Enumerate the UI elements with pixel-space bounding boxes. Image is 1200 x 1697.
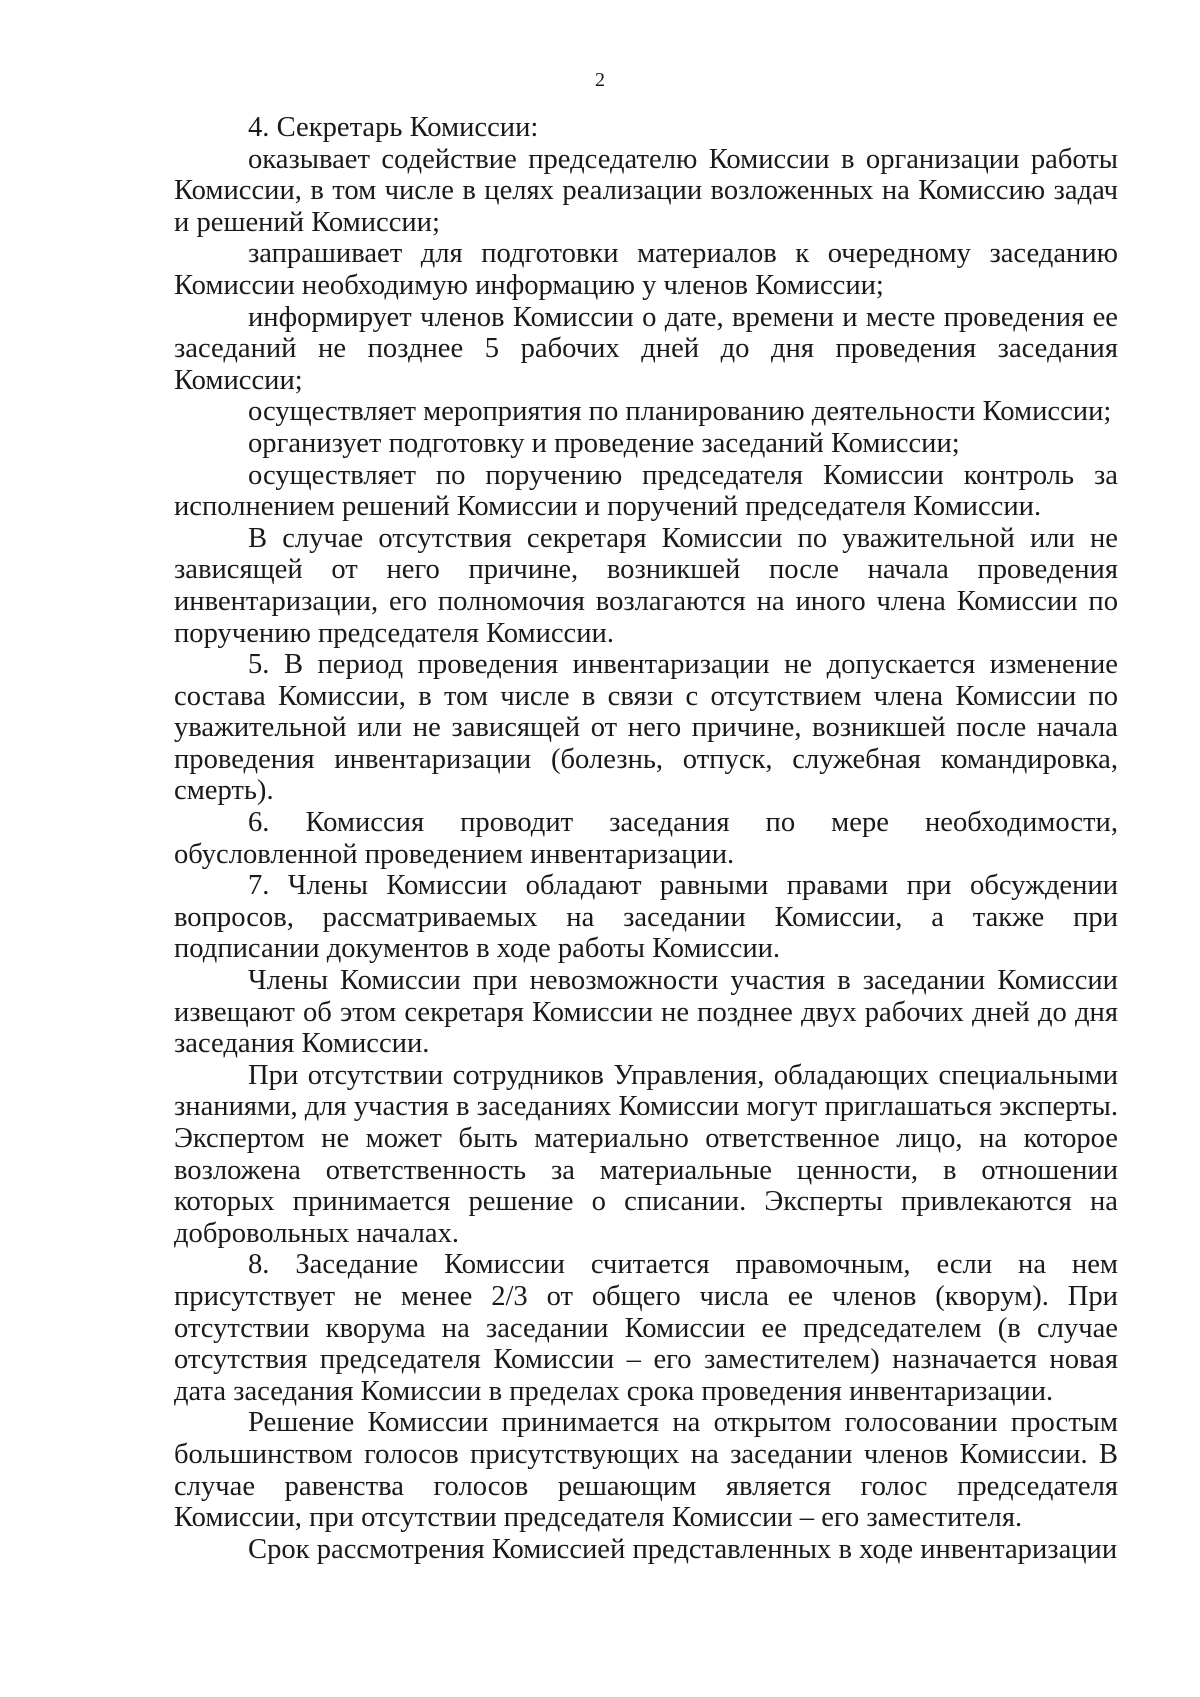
paragraph-item-5: 5. В период проведения инвентаризации не допускается изменение состава Комиссии, в том числе в связи с отсутствием члена Комиссии по уважительной или не зависящей от него причине, возникшей после начала проведения инвентаризации (болезнь, отпуск, служебная командировка, смерть).: [174, 649, 1118, 807]
paragraph-experts: При отсутствии сотрудников Управления, обладающих специальными знаниями, для участия в заседаниях Комиссии могут приглашаться эксперты. Экспертом не может быть материально ответственное лицо, на которое возложена ответственность за материальные ценности, в отношении которых принимается решение о списании. Эксперты привлекаются на добровольных началах.: [174, 1059, 1118, 1249]
paragraph-secretary-heading: 4. Секретарь Комиссии:: [248, 112, 539, 143]
paragraph-item-6: 6. Комиссия проводит заседания по мере необходимости, обусловленной проведением инвентаризации.: [174, 807, 1118, 870]
paragraph-secretary-absence: В случае отсутствия секретаря Комиссии по уважительной или не зависящей от него причине, возникшей после начала проведения инвентаризации, его полномочия возлагаются на иного члена Комиссии по поручению председателя Комиссии.: [174, 522, 1118, 649]
paragraph-secretary-duty-3: информирует членов Комиссии о дате, времени и месте проведения ее заседаний не позднее 5 рабочих дней до дня проведения заседания Комиссии;: [174, 301, 1118, 396]
paragraph-secretary-duty-6: осуществляет по поручению председателя Комиссии контроль за исполнением решений Комиссии и поручений председателя Комиссии.: [174, 459, 1118, 523]
paragraph-secretary-duty-1: оказывает содействие председателю Комиссии в организации работы Комиссии, в том числе в целях реализации возложенных на Комиссию задач и решений Комиссии;: [174, 143, 1118, 238]
paragraph-secretary-duty-4: осуществляет мероприятия по планированию деятельности Комиссии;: [248, 396, 1112, 428]
paragraph-secretary-duty-5: организует подготовку и проведение заседаний Комиссии;: [248, 427, 960, 459]
paragraph-voting: Решение Комиссии принимается на открытом голосовании простым большинством голосов присутствующих на заседании членов Комиссии. В случае равенства голосов решающим является голос председателя Комиссии, при отсутствии председателя Комиссии – его заместителя.: [174, 1407, 1118, 1534]
paragraph-review-term: Срок рассмотрения Комиссией представленных в ходе инвентаризации: [248, 1533, 1118, 1565]
paragraph-item-7: 7. Члены Комиссии обладают равными правами при обсуждении вопросов, рассматриваемых на заседании Комиссии, а также при подписании документов в ходе работы Комиссии.: [174, 870, 1118, 965]
paragraph-item-8: 8. Заседание Комиссии считается правомочным, если на нем присутствует не менее 2/3 от общего числа ее членов (кворум). При отсутствии кворума на заседании Комиссии ее председателем (в случае отсутствия председателя Комиссии – его заместителем) назначается новая дата заседания Комиссии в пределах срока проведения инвентаризации.: [174, 1249, 1118, 1407]
document-body: [174, 112, 1118, 1565]
paragraph-member-notice: Члены Комиссии при невозможности участия в заседании Комиссии извещают об этом секретаря Комиссии не позднее двух рабочих дней до дня заседания Комиссии.: [174, 965, 1118, 1060]
page-number: 2: [595, 69, 605, 91]
paragraph-secretary-duty-2: запрашивает для подготовки материалов к очередному заседанию Комиссии необходимую информацию у членов Комиссии;: [174, 238, 1118, 301]
